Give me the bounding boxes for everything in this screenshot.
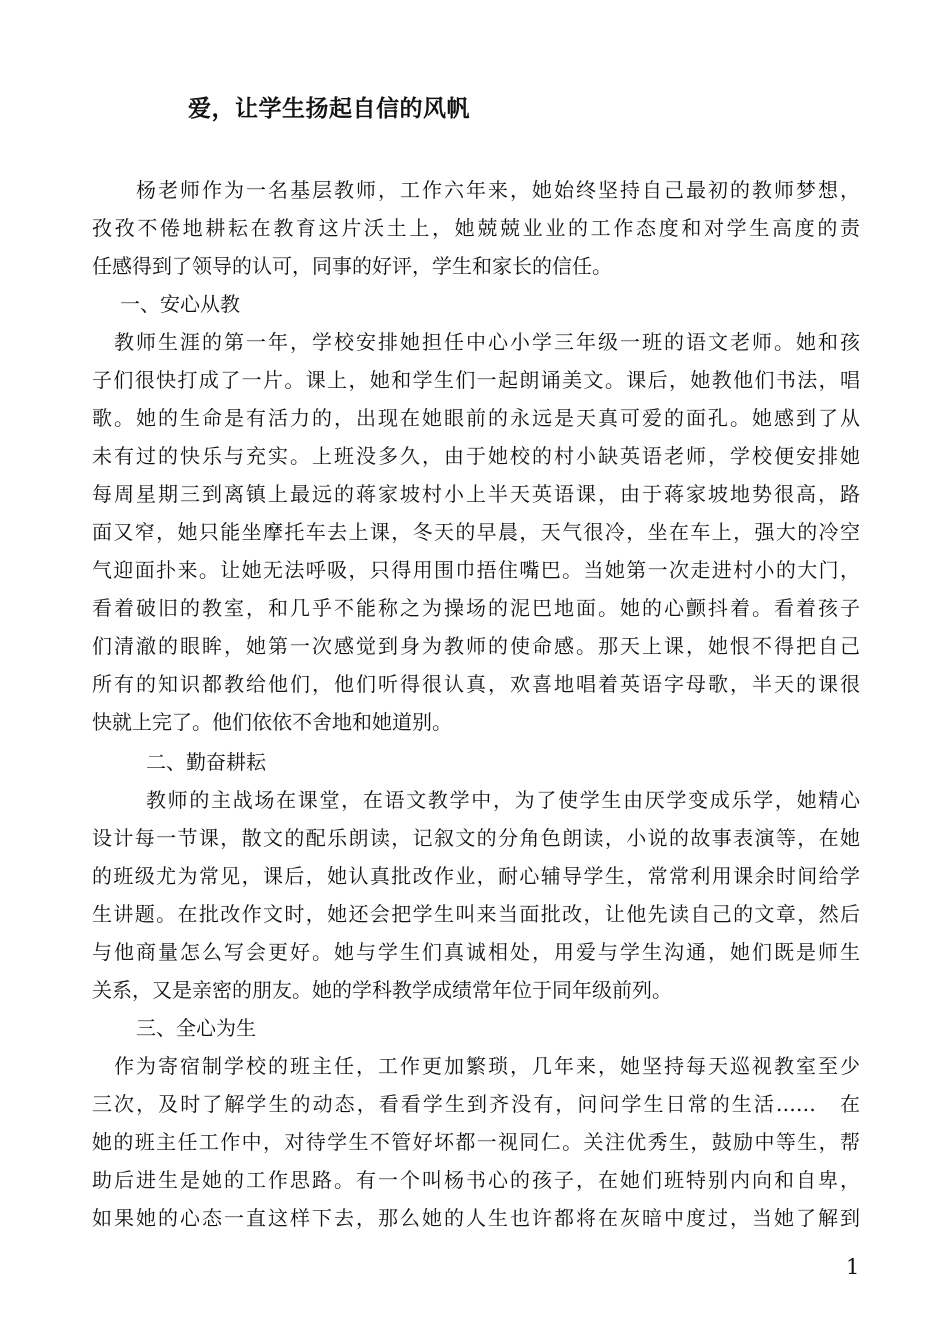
section3-line-3: 她的班主任工作中，对待学生不管好坏都一视同仁。关注优秀生，鼓励中等生，帮: [92, 1130, 860, 1154]
section3-line-1: 作为寄宿制学校的班主任，工作更加繁琐，几年来，她坚持每天巡视教室至少: [114, 1054, 860, 1078]
section1-line-4: 未有过的快乐与充实。上班没多久，由于她校的村小缺英语老师，学校便安排她: [92, 444, 860, 468]
section2-line-5: 与他商量怎么写会更好。她与学生们真诚相处，用爱与学生沟通，她们既是师生: [92, 940, 860, 964]
section1-line-9: 们清澈的眼眸，她第一次感觉到身为教师的使命感。那天上课，她恨不得把自己: [92, 634, 860, 658]
section1-line-2: 子们很快打成了一片。课上，她和学生们一起朗诵美文。课后，她教他们书法，唱: [92, 368, 860, 392]
section1-line-3: 歌。她的生命是有活力的，出现在她眼前的永远是天真可爱的面孔。她感到了从: [92, 406, 860, 430]
section3-line-2: 三次，及时了解学生的动态，看看学生到齐没有，问问学生日常的生活…… 在: [92, 1092, 860, 1116]
section2-line-1: 教师的主战场在课堂，在语文教学中，为了使学生由厌学变成乐学，她精心: [146, 788, 860, 812]
section1-line-6: 面又窄，她只能坐摩托车去上课，冬天的早晨，天气很冷，坐在车上，强大的冷空: [92, 520, 860, 544]
intro-line-2: 孜孜不倦地耕耘在教育这片沃土上，她兢兢业业的工作态度和对学生高度的责: [92, 216, 860, 240]
page-number: 1: [846, 1255, 860, 1279]
intro-line-1: 杨老师作为一名基层教师，工作六年来，她始终坚持自己最初的教师梦想，: [136, 178, 860, 202]
section1-line-8: 看着破旧的教室，和几乎不能称之为操场的泥巴地面。她的心颤抖着。看着孩子: [92, 596, 860, 620]
section-heading-3: 三、全心为生: [136, 1016, 256, 1040]
section2-line-4: 生讲题。在批改作文时，她还会把学生叫来当面批改，让他先读自己的文章，然后: [92, 902, 860, 926]
section1-line-10: 所有的知识都教给他们，他们听得很认真，欢喜地唱着英语字母歌，半天的课很: [92, 672, 860, 696]
section1-line-7: 气迎面扑来。让她无法呼吸，只得用围巾捂住嘴巴。当她第一次走进村小的大门，: [92, 558, 860, 582]
section3-line-5: 如果她的心态一直这样下去，那么她的人生也许都将在灰暗中度过，当她了解到: [92, 1206, 860, 1230]
section1-line-5: 每周星期三到离镇上最远的蒋家坡村小上半天英语课，由于蒋家坡地势很高，路: [92, 482, 860, 506]
section-heading-1: 一、安心从教: [120, 292, 240, 316]
document-title: 爱，让学生扬起自信的风帆: [188, 95, 470, 122]
section2-line-3: 的班级尤为常见，课后，她认真批改作业，耐心辅导学生，常常利用课余时间给学: [92, 864, 860, 888]
section2-line-2: 设计每一节课，散文的配乐朗读，记叙文的分角色朗读，小说的故事表演等，在她: [92, 826, 860, 850]
section1-line-1: 教师生涯的第一年，学校安排她担任中心小学三年级一班的语文老师。她和孩: [114, 330, 860, 354]
section-heading-2: 二、勤奋耕耘: [146, 750, 266, 774]
section1-line-11: 快就上完了。他们依依不舍地和她道别。: [92, 710, 452, 734]
section2-line-6: 关系，又是亲密的朋友。她的学科教学成绩常年位于同年级前列。: [92, 978, 672, 1002]
intro-line-3: 任感得到了领导的认可，同事的好评，学生和家长的信任。: [92, 254, 612, 278]
section3-line-4: 助后进生是她的工作思路。有一个叫杨书心的孩子，在她们班特别内向和自卑，: [92, 1168, 860, 1192]
